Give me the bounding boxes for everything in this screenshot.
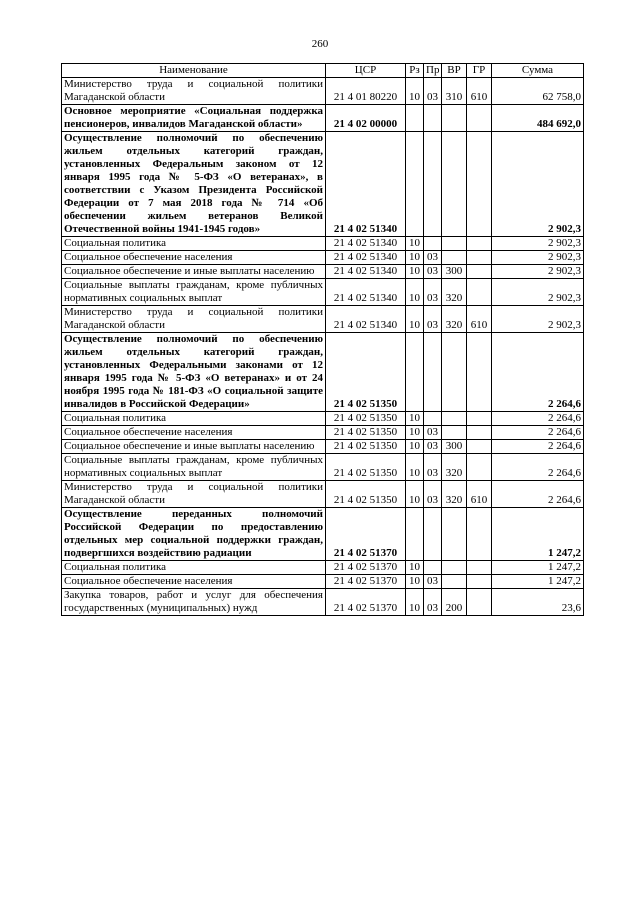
cell-gr [467,426,492,440]
cell-pr [424,508,442,561]
cell-vr: 310 [442,78,467,105]
cell-rz [406,105,424,132]
table-row [62,575,584,589]
cell-rz: 10 [406,440,424,454]
cell-name: Осуществление переданных полномочий Российской Федерации по предоставлению отдельных мер социальной поддержки граждан, подвергшихся воздействию радиации [62,508,326,561]
cell-csr: 21 4 02 51340 [326,279,406,306]
cell-name: Социальная политика [62,561,326,575]
cell-gr [467,333,492,412]
table-row [62,589,584,616]
cell-pr: 03 [424,251,442,265]
cell-gr [467,237,492,251]
cell-rz: 10 [406,454,424,481]
cell-gr [467,589,492,616]
cell-name: Министерство труда и социальной политики Магаданской области [62,306,326,333]
cell-gr [467,251,492,265]
cell-sum: 2 902,3 [492,132,584,237]
table-header-row [62,64,584,78]
cell-sum: 2 264,6 [492,426,584,440]
table-row [62,412,584,426]
cell-pr: 03 [424,575,442,589]
cell-gr: 610 [467,306,492,333]
budget-table [61,63,584,616]
cell-rz: 10 [406,412,424,426]
cell-rz [406,508,424,561]
table-row [62,265,584,279]
cell-name: Министерство труда и социальной политики Магаданской области [62,78,326,105]
header-name: Наименование [62,64,326,78]
cell-sum: 2 264,6 [492,333,584,412]
table-row [62,440,584,454]
cell-gr: 610 [467,481,492,508]
cell-gr: 610 [467,78,492,105]
cell-gr [467,440,492,454]
cell-csr: 21 4 02 51340 [326,132,406,237]
cell-name: Социальная политика [62,412,326,426]
cell-name: Социальное обеспечение населения [62,426,326,440]
cell-rz: 10 [406,279,424,306]
cell-vr: 200 [442,589,467,616]
cell-gr [467,265,492,279]
cell-pr [424,132,442,237]
table-row [62,426,584,440]
cell-rz: 10 [406,481,424,508]
cell-vr [442,333,467,412]
cell-pr [424,561,442,575]
cell-name: Социальное обеспечение населения [62,251,326,265]
cell-csr: 21 4 02 51350 [326,412,406,426]
table-row [62,78,584,105]
table-row [62,105,584,132]
table-body [62,78,584,616]
cell-rz [406,333,424,412]
cell-pr [424,105,442,132]
cell-pr: 03 [424,78,442,105]
table-row [62,132,584,237]
cell-vr [442,251,467,265]
cell-sum: 1 247,2 [492,575,584,589]
cell-name: Министерство труда и социальной политики Магаданской области [62,481,326,508]
table-row [62,481,584,508]
cell-csr: 21 4 02 51370 [326,508,406,561]
table-row [62,508,584,561]
cell-csr: 21 4 02 51350 [326,454,406,481]
cell-vr [442,575,467,589]
cell-gr [467,508,492,561]
header-csr: ЦСР [326,64,406,78]
cell-pr: 03 [424,481,442,508]
header-sum: Сумма [492,64,584,78]
cell-sum: 2 264,6 [492,412,584,426]
cell-pr [424,237,442,251]
cell-name: Основное мероприятие «Социальная поддержка пенсионеров, инвалидов Магаданской области» [62,105,326,132]
cell-vr: 320 [442,306,467,333]
cell-rz: 10 [406,251,424,265]
cell-csr: 21 4 02 51340 [326,237,406,251]
header-gr: ГР [467,64,492,78]
cell-rz: 10 [406,78,424,105]
cell-rz: 10 [406,575,424,589]
cell-rz: 10 [406,561,424,575]
cell-vr [442,561,467,575]
cell-csr: 21 4 02 51350 [326,333,406,412]
cell-sum: 2 264,6 [492,440,584,454]
cell-sum: 2 902,3 [492,306,584,333]
cell-sum: 2 902,3 [492,251,584,265]
cell-vr: 300 [442,440,467,454]
cell-name: Социальное обеспечение населения [62,575,326,589]
cell-sum: 62 758,0 [492,78,584,105]
cell-name: Социальное обеспечение и иные выплаты населению [62,265,326,279]
cell-gr [467,561,492,575]
cell-csr: 21 4 02 51370 [326,575,406,589]
cell-csr: 21 4 01 80220 [326,78,406,105]
cell-name: Социальная политика [62,237,326,251]
cell-pr: 03 [424,306,442,333]
table-row [62,306,584,333]
cell-rz: 10 [406,265,424,279]
cell-csr: 21 4 02 51340 [326,265,406,279]
cell-vr: 300 [442,265,467,279]
cell-csr: 21 4 02 51350 [326,481,406,508]
cell-csr: 21 4 02 51350 [326,440,406,454]
header-vr: ВР [442,64,467,78]
cell-csr: 21 4 02 00000 [326,105,406,132]
cell-rz [406,132,424,237]
header-rz: Рз [406,64,424,78]
cell-sum: 2 902,3 [492,265,584,279]
cell-pr [424,333,442,412]
table-row [62,333,584,412]
cell-csr: 21 4 02 51350 [326,426,406,440]
cell-gr [467,575,492,589]
cell-vr [442,132,467,237]
cell-sum: 2 264,6 [492,454,584,481]
cell-pr: 03 [424,426,442,440]
cell-name: Социальное обеспечение и иные выплаты населению [62,440,326,454]
cell-pr: 03 [424,589,442,616]
cell-name: Социальные выплаты гражданам, кроме публичных нормативных социальных выплат [62,279,326,306]
cell-sum: 2 264,6 [492,481,584,508]
cell-sum: 1 247,2 [492,561,584,575]
cell-vr: 320 [442,454,467,481]
table-row [62,279,584,306]
cell-vr [442,105,467,132]
cell-gr [467,412,492,426]
cell-vr: 320 [442,481,467,508]
cell-csr: 21 4 02 51340 [326,306,406,333]
cell-vr [442,508,467,561]
cell-pr: 03 [424,454,442,481]
header-pr: Пр [424,64,442,78]
cell-vr: 320 [442,279,467,306]
cell-rz: 10 [406,589,424,616]
table-row [62,251,584,265]
cell-pr: 03 [424,279,442,306]
cell-gr [467,454,492,481]
cell-pr: 03 [424,440,442,454]
cell-name: Социальные выплаты гражданам, кроме публичных нормативных социальных выплат [62,454,326,481]
cell-gr [467,105,492,132]
cell-sum: 2 902,3 [492,279,584,306]
cell-csr: 21 4 02 51340 [326,251,406,265]
cell-vr [442,412,467,426]
cell-pr: 03 [424,265,442,279]
table-row [62,237,584,251]
cell-csr: 21 4 02 51370 [326,561,406,575]
cell-sum: 484 692,0 [492,105,584,132]
cell-name: Закупка товаров, работ и услуг для обеспечения государственных (муниципальных) нужд [62,589,326,616]
page-number: 260 [311,38,329,50]
cell-rz: 10 [406,306,424,333]
cell-sum: 23,6 [492,589,584,616]
cell-name: Осуществление полномочий по обеспечению жильем отдельных категорий граждан, установленных Федеральным законом от 12 января 1995 года № 5-ФЗ «О ветеранах», в соответствии с Указом Президента Российской Федерации от 7 мая 2018 года № 714 «Об обеспечении жильем ветеранов Великой Отечественной войны 1941-1945 годов» [62,132,326,237]
cell-vr [442,237,467,251]
cell-name: Осуществление полномочий по обеспечению жильем отдельных категорий граждан, установленных Федеральными законами от 12 января 1995 года № 5-ФЗ «О ветеранах» и от 24 ноября 1995 года № 181-ФЗ «О социальной защите инвалидов в Российской Федерации» [62,333,326,412]
cell-gr [467,132,492,237]
table-row [62,454,584,481]
table-row [62,561,584,575]
cell-sum: 1 247,2 [492,508,584,561]
cell-csr: 21 4 02 51370 [326,589,406,616]
cell-rz: 10 [406,426,424,440]
cell-pr [424,412,442,426]
cell-sum: 2 902,3 [492,237,584,251]
cell-rz: 10 [406,237,424,251]
cell-vr [442,426,467,440]
cell-gr [467,279,492,306]
